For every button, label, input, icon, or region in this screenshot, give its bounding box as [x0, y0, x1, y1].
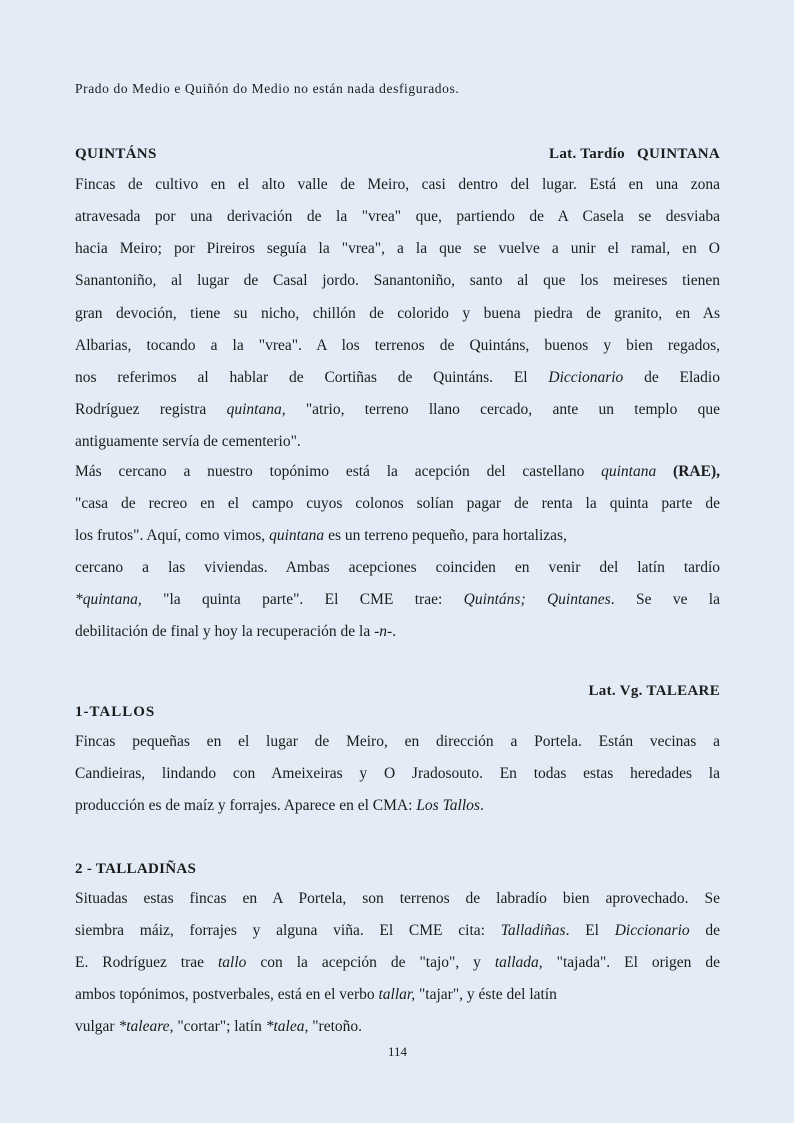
italic-term: tallar,: [378, 986, 416, 1003]
italic-term: -n-: [374, 623, 393, 640]
paragraph-line: gran devoción, tiene su nicho, chillón de colorido y buena piedra de granito, en As: [75, 305, 720, 322]
italic-term: Diccionario: [614, 922, 690, 939]
text-run: Más cercano a nuestro topónimo está la acepción del castellano: [75, 463, 602, 480]
italic-term: *talea,: [265, 1018, 309, 1035]
section-title: QUINTÁNS: [75, 146, 157, 162]
text-run: .: [479, 797, 484, 814]
etymon: [549, 144, 720, 164]
paragraph-line: Candieiras, lindando con Ameixeiras y O Jradosouto. En todas estas heredades la: [75, 765, 720, 782]
text-run: "tajar", y éste del latín: [415, 986, 557, 1003]
section-quintans-header: [75, 144, 720, 164]
italic-term: quintana: [269, 527, 325, 544]
italic-term: tallo: [218, 954, 247, 971]
italic-term: Quintáns; Quintanes: [463, 591, 611, 608]
paragraph-line: Fincas pequeñas en el lugar de Meiro, en dirección a Portela. Están vecinas a: [75, 733, 720, 750]
text-run: "cortar"; latín: [173, 1018, 266, 1035]
paragraph-line: [75, 1017, 720, 1037]
paragraph-line: cercano a las viviendas. Ambas acepciones coinciden en venir del latín tardío: [75, 559, 720, 576]
text-run: .: [392, 623, 397, 640]
paragraph-line: [75, 462, 720, 482]
paragraph-line: [75, 526, 720, 546]
bold-run: (RAE),: [656, 463, 720, 480]
italic-term: quintana: [601, 463, 657, 480]
paragraph-line: [75, 400, 720, 420]
paragraph-line: atravesada por una derivación de la "vrea" que, partiendo de A Casela se desviaba: [75, 208, 720, 225]
text-run: "retoño.: [308, 1018, 363, 1035]
italic-term: tallada,: [494, 954, 543, 971]
text-run: "atrio, terreno llano cercado, ante un templo que: [285, 401, 720, 418]
text-run: Rodríguez registra: [75, 401, 227, 418]
etymon: Lat. Vg. TALEARE: [588, 683, 720, 699]
text-run: siembra máiz, forrajes y alguna viña. El CME cita:: [75, 922, 501, 939]
italic-term: *taleare,: [118, 1018, 174, 1035]
text-run: de Eladio: [623, 369, 720, 386]
text-run: ambos topónimos, postverbales, está en el verbo: [75, 986, 379, 1003]
text-run: nos referimos al hablar de Cortiñas de Quintáns. El: [75, 369, 549, 386]
paragraph-line: [75, 796, 720, 816]
text-run: "tajada". El origen de: [542, 954, 721, 971]
text-run: vulgar: [75, 1018, 119, 1035]
section-title: 1-TALLOS: [75, 704, 156, 720]
italic-term: Los Tallos: [416, 797, 480, 814]
etymon-label: Lat. Tardío: [549, 146, 625, 162]
paragraph-line: [75, 368, 720, 388]
paragraph-line: Fincas de cultivo en el alto valle de Meiro, casi dentro del lugar. Está en una zona: [75, 176, 720, 193]
paragraph-line: Sanantoniño, al lugar de Casal jordo. Sanantoniño, santo al que los meireses tienen: [75, 272, 720, 289]
paragraph-line: "casa de recreo en el campo cuyos colonos solían pagar de renta la quinta parte de: [75, 495, 720, 512]
italic-term: *quintana,: [75, 591, 142, 608]
paragraph-line: hacia Meiro; por Pireiros seguía la "vrea", a la que se vuelve a unir el ramal, en O: [75, 240, 720, 257]
paragraph-line: antiguamente servía de cementerio".: [75, 433, 301, 450]
italic-term: quintana,: [226, 401, 286, 418]
text-run: debilitación de final y hoy la recuperación de la: [75, 623, 375, 640]
italic-term: Talladiñas: [500, 922, 566, 939]
text-run: de: [689, 922, 720, 939]
paragraph-line: [75, 921, 720, 941]
text-run: los frutos". Aquí, como vimos,: [75, 527, 270, 544]
text-run: . Se ve la: [610, 591, 720, 608]
text-run: . El: [565, 922, 615, 939]
paragraph-line: [75, 985, 720, 1005]
paragraph-line: [75, 590, 720, 610]
intro-line: Prado do Medio e Quiñón do Medio no están nada desfigurados.: [75, 81, 460, 96]
text-run: es un terreno pequeño, para hortalizas,: [324, 527, 567, 544]
page-number: 114: [387, 1044, 408, 1059]
paragraph-line: [75, 953, 720, 973]
text-run: producción es de maíz y forrajes. Aparece en el CMA:: [75, 797, 417, 814]
text-run: con la acepción de "tajo", y: [246, 954, 495, 971]
paragraph-line: [75, 622, 720, 642]
etymon-word: QUINTANA: [637, 146, 720, 162]
text-run: "la quinta parte". El CME trae:: [141, 591, 464, 608]
paragraph-line: Albarias, tocando a la "vrea". A los terrenos de Quintáns, buenos y bien regados,: [75, 337, 720, 354]
section-title: 2 - TALLADIÑAS: [75, 861, 197, 877]
paragraph-line: Situadas estas fincas en A Portela, son terrenos de labradío bien aprovechado. Se: [75, 890, 720, 907]
text-run: E. Rodríguez trae: [75, 954, 218, 971]
italic-term: Diccionario: [548, 369, 624, 386]
